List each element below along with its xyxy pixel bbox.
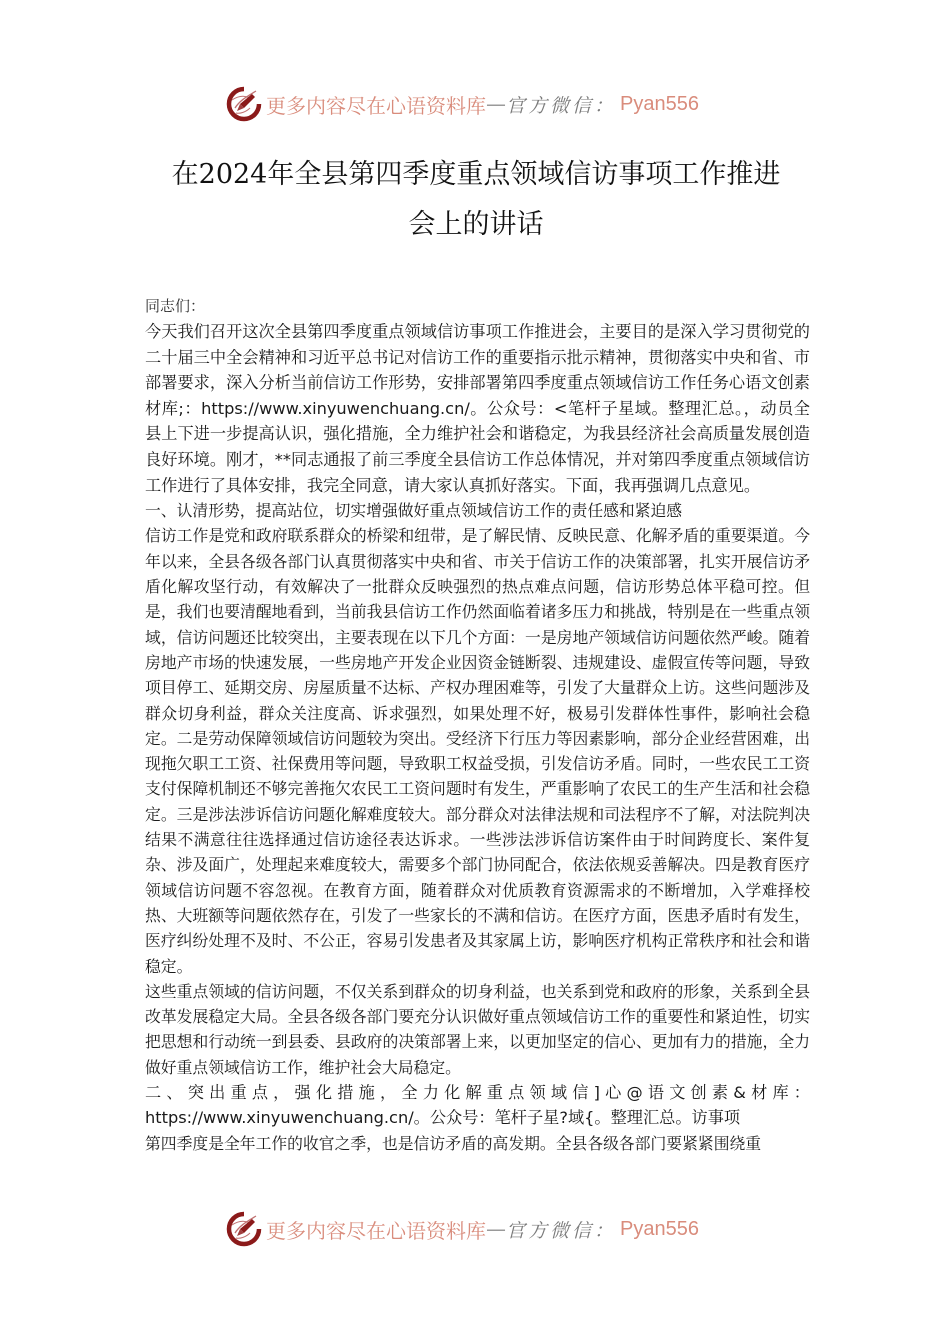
section-heading-2: 二、突出重点，强化措施，全力化解重点领域信]心@语文创素&材库：https://www.xinyuwenchuang.cn/。公众号：笔杆子星?域{。整理汇总。访事项 — [145, 1082, 810, 1128]
banner-site-text: 更多内容尽在心语资料库 — [266, 1218, 486, 1243]
salutation: 同志们： — [145, 297, 206, 315]
banner-dash: — — [486, 1217, 506, 1241]
header-watermark-banner — [226, 84, 726, 124]
section-heading-1: 一、认清形势，提高站位，切实增强做好重点领域信访工作的责任感和紧迫感 — [145, 501, 683, 521]
intro-paragraph: 今天我们召开这次全县第四季度重点领域信访事项工作推进会，主要目的是深入学习贯彻党的二十届三中全会精神和习近平总书记对信访工作的重要指示批示精神，贯彻落实中央和省、市部署要求，深入分析当前信访工作形势，安排部署第四季度重点领域信访工作任务心语文创素材库;：https://www.xinyuwenchuang.cn/。公众号：<笔杆子星域。整理汇总。，动员全县上下进一步提高认识，强化措施，全力维护社会和谐稳定，为我县经济社会高质量发展创造良好环境。刚才，**同志通报了前三季度全县信访工作总体情况，并对第四季度重点领域信访工作进行了具体安排，我完全同意，请大家认真抓好落实。下面，我再强调几点意见。 — [145, 322, 810, 495]
title-line-1: 在2024年全县第四季度重点领域信访事项工作推进 — [171, 159, 781, 190]
title-line-2: 会上的讲话 — [408, 209, 544, 240]
banner-wechat-label: 官方微信： — [506, 94, 617, 117]
document-body — [145, 293, 810, 1156]
quill-pen-logo-icon — [226, 86, 262, 122]
banner-wechat-id: Pyan556 — [620, 1217, 699, 1240]
footer-watermark-banner — [226, 1209, 726, 1249]
banner-dash: — — [486, 92, 506, 116]
banner-site-text: 更多内容尽在心语资料库 — [266, 93, 486, 118]
document-title — [140, 150, 812, 250]
body-paragraph: 第四季度是全年工作的收官之季，也是信访矛盾的高发期。全县各级各部门要紧紧围绕重 — [145, 1133, 762, 1153]
quill-pen-logo-icon — [226, 1211, 262, 1247]
body-paragraph: 信访工作是党和政府联系群众的桥梁和纽带，是了解民情、反映民意、化解矛盾的重要渠道。今年以来，全县各级各部门认真贯彻落实中央和省、市关于信访工作的决策部署，扎实开展信访矛盾化解攻坚行动，有效解决了一批群众反映强烈的热点难点问题，信访形势总体平稳可控。但是，我们也要清醒地看到，当前我县信访工作仍然面临着诸多压力和挑战，特别是在一些重点领域，信访问题还比较突出，主要表现在以下几个方面：一是房地产领域信访问题依然严峻。随着房地产市场的快速发展，一些房地产开发企业因资金链断裂、违规建设、虚假宣传等问题，导致项目停工、延期交房、房屋质量不达标、产权办理困难等，引发了大量群众上访。这些问题涉及群众切身利益，群众关注度高、诉求强烈，如果处理不好，极易引发群体性事件，影响社会稳定。二是劳动保障领域信访问题较为突出。受经济下行压力等因素影响，部分企业经营困难，出现拖欠职工工资、社保费用等问题，导致职工权益受损，引发信访矛盾。同时，一些农民工工资支付保障机制还不够完善拖欠农民工工资问题时有发生，严重影响了农民工的生产生活和社会稳定。三是涉法涉诉信访问题化解难度较大。部分群众对法律法规和司法程序不了解，对法院判决结果不满意往往选择通过信访途径表达诉求。一些涉法涉诉信访案件由于时间跨度长、案件复杂、涉及面广，处理起来难度较大，需要多个部门协同配合，依法依规妥善解决。四是教育医疗领域信访问题不容忽视。在教育方面，随着群众对优质教育资源需求的不断增加，入学难择校热、大班额等问题依然存在，引发了一些家长的不满和信访。在医疗方面，医患矛盾时有发生，医疗纠纷处理不及时、不公正，容易引发患者及其家属上访，影响医疗机构正常秩序和社会和谐稳定。 — [145, 526, 810, 976]
body-paragraph: 这些重点领域的信访问题，不仅关系到群众的切身利益，也关系到党和政府的形象，关系到全县改革发展稳定大局。全县各级各部门要充分认识做好重点领域信访工作的重要性和紧迫性，切实把思想和行动统一到县委、县政府的决策部署上来，以更加坚定的信心、更加有力的措施，全力做好重点领域信访工作，维护社会大局稳定。 — [145, 981, 810, 1077]
banner-wechat-id: Pyan556 — [620, 92, 699, 115]
banner-wechat-label: 官方微信： — [506, 1219, 617, 1242]
